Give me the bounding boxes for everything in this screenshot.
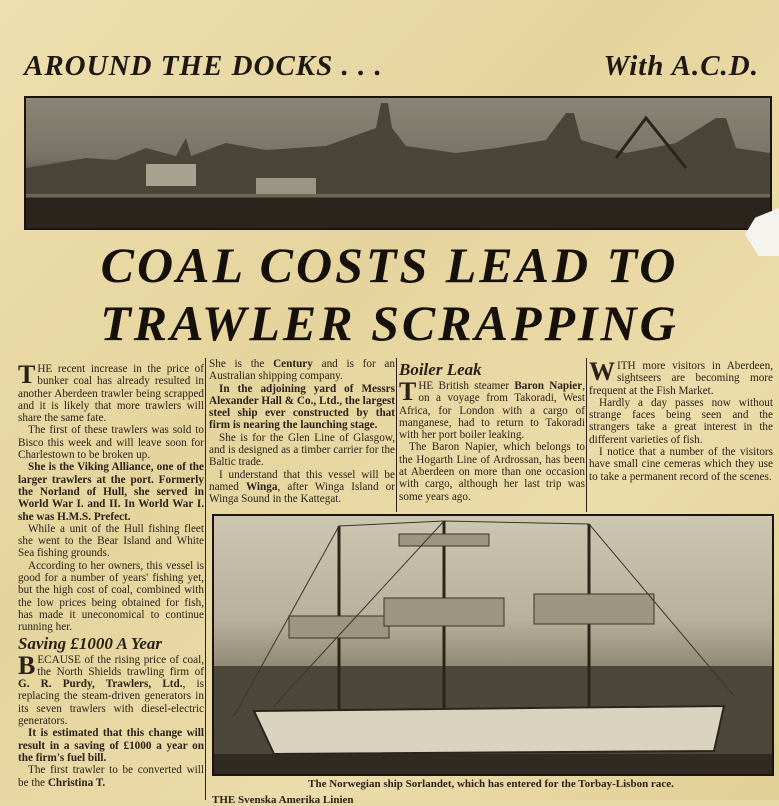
paragraph: , after Winga Island or Winga Sound in the Kattegat. bbox=[209, 480, 395, 506]
kicker-byline: With A.C.D. bbox=[603, 50, 759, 82]
paragraph: HE British steamer bbox=[418, 380, 515, 392]
article-column-2 bbox=[209, 358, 395, 506]
column-rule bbox=[396, 358, 397, 512]
paragraph: According to her owners, this vessel is good for a number of years' fishing yet, but the high cost of coal, combined with the low prices being obtained for fish, has made it uneconomical to continue running her. bbox=[18, 559, 204, 634]
paragraph: The first of these trawlers was sold to Bisco this week and will leave soon for Charlestown to be broken up. bbox=[18, 424, 204, 462]
paragraph: Hardly a day passes now without strange faces being seen and the strangers take a great interest in the different varieties of fish. bbox=[589, 396, 773, 446]
paragraph: ECAUSE of the rising price of coal, the North Shields trawling firm of bbox=[37, 653, 204, 678]
drop-cap: T bbox=[18, 360, 36, 389]
paragraph: It is estimated that this change will result in a saving of £1000 a year on the firm's fuel bill. bbox=[18, 727, 204, 764]
harbour-skyline-photo bbox=[24, 96, 772, 230]
paragraph: ITH more visitors in Aberdeen, sightseers are becoming more frequent at the Fish Market. bbox=[589, 360, 773, 397]
paragraph: , is replacing the steam-driven generators in its seven trawlers with diesel-electric generators. bbox=[18, 678, 204, 728]
article-column-4 bbox=[589, 357, 773, 483]
bold-text: Baron Napier bbox=[514, 380, 583, 392]
kicker-left: AROUND THE DOCKS . . . bbox=[24, 50, 383, 82]
paragraph: While a unit of the Hull fishing fleet she went to the Bear Island and White Sea fishing grounds. bbox=[18, 522, 204, 560]
paragraph: She is the Viking Alliance, one of the larger trawlers at the port. Formerly the Norland of Hull, she served in World War I. and II. In World War I. she was H.M.S. Prefect. bbox=[18, 461, 204, 523]
column-kicker bbox=[24, 50, 769, 83]
article-column-3 bbox=[399, 360, 585, 503]
paragraph: and is for an Australian shipping company. bbox=[209, 358, 395, 383]
drop-cap: W bbox=[589, 357, 615, 386]
paragraph: , on a voyage from Takoradi, West Africa, for London with a cargo of manganese, had to return to Takoradi with her port boiler leaking. bbox=[399, 380, 585, 442]
article-column-1 bbox=[18, 360, 204, 789]
drop-cap: B bbox=[18, 650, 36, 680]
paragraph: I notice that a number of the visitors have small cine cemeras which they use to take a permanent record of the scenes. bbox=[589, 446, 773, 483]
subheading: Boiler Leak bbox=[399, 360, 482, 379]
paragraph: HE recent increase in the price of bunker coal has already resulted in another Aberdeen trawler being scrapped and it is likely that more trawlers will share the same fate. bbox=[18, 363, 204, 425]
bold-text: Christina T. bbox=[47, 776, 106, 789]
bold-text: G. R. Purdy, Trawlers, Ltd. bbox=[18, 678, 183, 691]
column-rule bbox=[205, 358, 206, 800]
paragraph: In the adjoining yard of Messrs Alexander Hall & Co., Ltd., the largest steel ship ever constructed by that firm is nearing the launching stage. bbox=[209, 382, 395, 432]
bold-text: Century bbox=[273, 358, 313, 370]
paragraph: I understand that this vessel will be named bbox=[209, 468, 395, 493]
drop-cap: T bbox=[399, 377, 417, 406]
paragraph: She is the bbox=[209, 358, 274, 370]
column-rule bbox=[586, 358, 587, 512]
photo-caption: The Norwegian ship Sorlandet, which has entered for the Torbay-Lisbon race. bbox=[308, 778, 674, 790]
headline-line-2: TRAWLER SCRAPPING bbox=[100, 295, 679, 351]
ship-illustration bbox=[214, 516, 772, 774]
skyline-illustration bbox=[26, 98, 770, 228]
cut-off-text: THE Svenska Amerika Linien bbox=[212, 794, 354, 806]
subheading: Saving £1000 A Year bbox=[18, 633, 163, 653]
paragraph: The first trawler to be converted will be the bbox=[18, 764, 204, 789]
sailing-ship-photo bbox=[212, 514, 774, 776]
bold-text: Winga bbox=[245, 480, 278, 493]
paragraph: She is for the Glen Line of Glasgow, and is designed as a timber carrier for the Baltic trade. bbox=[209, 431, 395, 469]
paragraph: The Baron Napier, which belongs to the Hogarth Line of Ardrossan, has been at Aberdeen on more than one occasion with cargo, although her last trip was some years ago. bbox=[399, 441, 585, 503]
headline-line-1: COAL COSTS LEAD TO bbox=[100, 237, 679, 293]
